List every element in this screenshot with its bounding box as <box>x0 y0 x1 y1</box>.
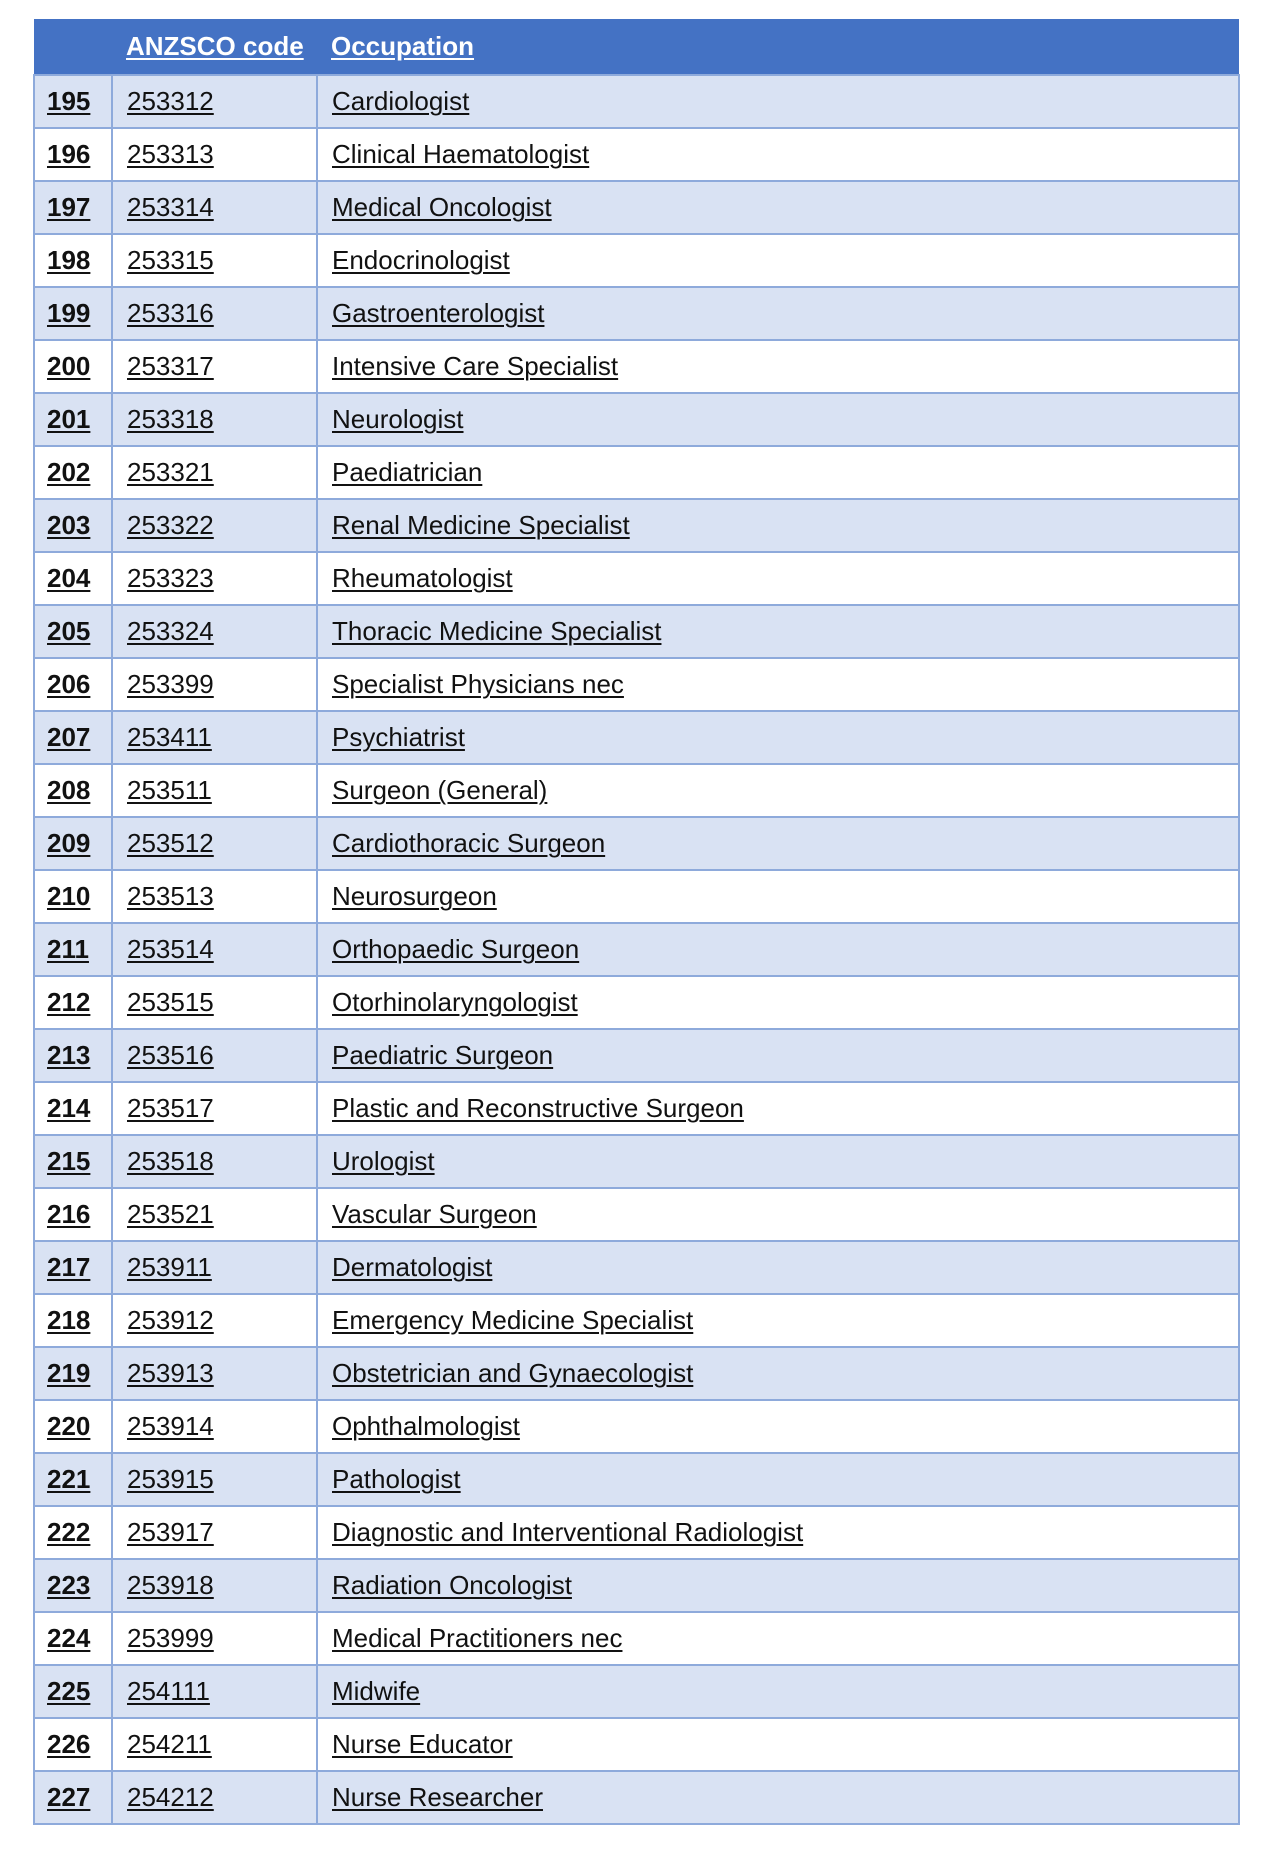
occupation-name-link[interactable]: Orthopaedic Surgeon <box>332 934 580 964</box>
row-number-cell <box>34 605 112 658</box>
anzsco-code-link[interactable]: 254211 <box>127 1729 212 1759</box>
anzsco-code-link[interactable]: 253514 <box>127 934 214 964</box>
occupation-name-cell <box>317 658 1239 711</box>
anzsco-code-link[interactable]: 253912 <box>127 1305 214 1335</box>
table-row <box>34 870 1239 923</box>
row-number-cell <box>34 1135 112 1188</box>
row-number-link[interactable]: 205 <box>47 616 91 646</box>
row-number-link[interactable]: 215 <box>47 1146 91 1176</box>
row-number-cell <box>34 658 112 711</box>
occupation-name-cell <box>317 1082 1239 1135</box>
occupation-name-cell <box>317 1559 1239 1612</box>
table-row <box>34 1082 1239 1135</box>
occupation-table <box>33 19 1240 1825</box>
anzsco-code-cell <box>112 711 317 764</box>
occupation-name-link[interactable]: Midwife <box>332 1676 421 1706</box>
anzsco-code-cell <box>112 499 317 552</box>
row-number-link[interactable]: 201 <box>47 404 91 434</box>
row-number-cell <box>34 923 112 976</box>
row-number-link[interactable]: 210 <box>47 881 91 911</box>
table-row <box>34 1135 1239 1188</box>
occupation-name-link[interactable]: Paediatric Surgeon <box>332 1040 554 1070</box>
anzsco-code-cell <box>112 605 317 658</box>
table-row <box>34 1029 1239 1082</box>
table-row <box>34 1718 1239 1771</box>
anzsco-code-link[interactable]: 253512 <box>127 828 214 858</box>
anzsco-code-link[interactable]: 253317 <box>127 351 214 381</box>
row-number-link[interactable]: 221 <box>47 1464 91 1494</box>
table-row <box>34 499 1239 552</box>
row-number-link[interactable]: 219 <box>47 1358 91 1388</box>
occupation-name-link[interactable]: Plastic and Reconstructive Surgeon <box>332 1093 744 1123</box>
anzsco-code-cell <box>112 393 317 446</box>
occupation-name-link[interactable]: Clinical Haematologist <box>332 139 590 169</box>
row-number-link[interactable]: 218 <box>47 1305 91 1335</box>
row-number-link[interactable]: 212 <box>47 987 91 1017</box>
table-row <box>34 1453 1239 1506</box>
row-number-link[interactable]: 223 <box>47 1570 91 1600</box>
row-number-link[interactable]: 195 <box>47 86 91 116</box>
anzsco-code-link[interactable]: 253515 <box>127 987 214 1017</box>
anzsco-code-cell <box>112 1029 317 1082</box>
row-number-link[interactable]: 198 <box>47 245 91 275</box>
occupation-name-link[interactable]: Urologist <box>332 1146 435 1176</box>
row-number-cell <box>34 552 112 605</box>
occupation-name-cell <box>317 1453 1239 1506</box>
occupation-name-cell <box>317 1347 1239 1400</box>
anzsco-code-link[interactable]: 253521 <box>127 1199 214 1229</box>
table-row <box>34 181 1239 234</box>
row-number-cell <box>34 1082 112 1135</box>
occupation-name-cell <box>317 1718 1239 1771</box>
anzsco-code-cell <box>112 1453 317 1506</box>
anzsco-code-link[interactable]: 253323 <box>127 563 214 593</box>
occupation-name-link[interactable]: Neurosurgeon <box>332 881 497 911</box>
occupation-name-link[interactable]: Diagnostic and Interventional Radiologist <box>332 1517 804 1547</box>
occupation-name-link[interactable]: Radiation Oncologist <box>332 1570 572 1600</box>
anzsco-code-link[interactable]: 253915 <box>127 1464 214 1494</box>
anzsco-code-link[interactable]: 253321 <box>127 457 214 487</box>
anzsco-code-cell <box>112 1082 317 1135</box>
occupation-name-link[interactable]: Medical Practitioners nec <box>332 1623 623 1653</box>
occupation-name-link[interactable]: Nurse Researcher <box>332 1782 543 1812</box>
row-number-link[interactable]: 220 <box>47 1411 91 1441</box>
occupation-name-link[interactable]: Gastroenterologist <box>332 298 545 328</box>
anzsco-code-link[interactable]: 253999 <box>127 1623 214 1653</box>
anzsco-code-cell <box>112 1241 317 1294</box>
anzsco-code-cell <box>112 817 317 870</box>
occupation-name-link[interactable]: Paediatrician <box>332 457 483 487</box>
occupation-name-link[interactable]: Renal Medicine Specialist <box>332 510 630 540</box>
anzsco-code-cell <box>112 1400 317 1453</box>
anzsco-code-cell <box>112 1188 317 1241</box>
anzsco-code-link[interactable]: 253511 <box>127 775 212 805</box>
row-number-cell <box>34 1771 112 1824</box>
header-occupation-label[interactable]: Occupation <box>331 31 475 61</box>
occupation-name-link[interactable]: Surgeon (General) <box>332 775 548 805</box>
occupation-name-cell <box>317 711 1239 764</box>
anzsco-code-link[interactable]: 253913 <box>127 1358 214 1388</box>
row-number-cell <box>34 75 112 128</box>
occupation-name-link[interactable]: Ophthalmologist <box>332 1411 520 1441</box>
occupation-name-cell <box>317 393 1239 446</box>
row-number-link[interactable]: 226 <box>47 1729 91 1759</box>
row-number-cell <box>34 1188 112 1241</box>
row-number-link[interactable]: 203 <box>47 510 91 540</box>
occupation-name-link[interactable]: Obstetrician and Gynaecologist <box>332 1358 694 1388</box>
row-number-link[interactable]: 199 <box>47 298 91 328</box>
anzsco-code-cell <box>112 1665 317 1718</box>
table-row <box>34 393 1239 446</box>
row-number-cell <box>34 976 112 1029</box>
occupation-name-link[interactable]: Intensive Care Specialist <box>332 351 619 381</box>
table-row <box>34 287 1239 340</box>
table-row <box>34 1771 1239 1824</box>
anzsco-code-link[interactable]: 253917 <box>127 1517 214 1547</box>
header-occupation[interactable] <box>317 19 1239 75</box>
header-number <box>34 19 112 75</box>
table-row <box>34 1294 1239 1347</box>
occupation-name-cell <box>317 1612 1239 1665</box>
row-number-cell <box>34 817 112 870</box>
table-row <box>34 605 1239 658</box>
anzsco-code-link[interactable]: 253324 <box>127 616 214 646</box>
occupation-name-cell <box>317 976 1239 1029</box>
occupation-name-link[interactable]: Thoracic Medicine Specialist <box>332 616 662 646</box>
occupation-name-cell <box>317 1771 1239 1824</box>
occupation-name-link[interactable]: Cardiothoracic Surgeon <box>332 828 606 858</box>
anzsco-code-link[interactable]: 253322 <box>127 510 214 540</box>
anzsco-code-cell <box>112 75 317 128</box>
occupation-name-cell <box>317 870 1239 923</box>
row-number-link[interactable]: 227 <box>47 1782 91 1812</box>
table-row <box>34 1559 1239 1612</box>
anzsco-code-cell <box>112 552 317 605</box>
occupation-name-cell <box>317 287 1239 340</box>
occupation-name-cell <box>317 1294 1239 1347</box>
table-row <box>34 340 1239 393</box>
anzsco-code-cell <box>112 128 317 181</box>
anzsco-code-cell <box>112 764 317 817</box>
table-row <box>34 1400 1239 1453</box>
occupation-name-link[interactable]: Endocrinologist <box>332 245 510 275</box>
anzsco-code-link[interactable]: 253314 <box>127 192 214 222</box>
row-number-cell <box>34 340 112 393</box>
occupation-name-cell <box>317 1665 1239 1718</box>
row-number-link[interactable]: 207 <box>47 722 91 752</box>
table-row <box>34 1188 1239 1241</box>
table-row <box>34 1347 1239 1400</box>
occupation-name-cell <box>317 605 1239 658</box>
row-number-link[interactable]: 202 <box>47 457 91 487</box>
anzsco-code-cell <box>112 446 317 499</box>
row-number-link[interactable]: 200 <box>47 351 91 381</box>
anzsco-code-link[interactable]: 253516 <box>127 1040 214 1070</box>
row-number-link[interactable]: 213 <box>47 1040 91 1070</box>
anzsco-code-cell <box>112 1559 317 1612</box>
table-row <box>34 711 1239 764</box>
anzsco-code-cell <box>112 658 317 711</box>
row-number-cell <box>34 234 112 287</box>
occupation-name-cell <box>317 340 1239 393</box>
table-row <box>34 1665 1239 1718</box>
row-number-link[interactable]: 224 <box>47 1623 91 1653</box>
anzsco-code-link[interactable]: 253411 <box>127 722 212 752</box>
row-number-cell <box>34 1612 112 1665</box>
anzsco-code-cell <box>112 923 317 976</box>
table-row <box>34 1506 1239 1559</box>
anzsco-code-cell <box>112 287 317 340</box>
table-row <box>34 446 1239 499</box>
occupation-name-cell <box>317 128 1239 181</box>
table-row <box>34 128 1239 181</box>
table-row <box>34 817 1239 870</box>
row-number-cell <box>34 1718 112 1771</box>
row-number-link[interactable]: 222 <box>47 1517 91 1547</box>
anzsco-code-link[interactable]: 253911 <box>127 1252 212 1282</box>
anzsco-code-cell <box>112 234 317 287</box>
occupation-name-link[interactable]: Dermatologist <box>332 1252 493 1282</box>
row-number-cell <box>34 1347 112 1400</box>
anzsco-code-cell <box>112 1612 317 1665</box>
occupation-name-cell <box>317 1400 1239 1453</box>
occupation-name-link[interactable]: Nurse Educator <box>332 1729 513 1759</box>
occupation-name-link[interactable]: Medical Oncologist <box>332 192 552 222</box>
anzsco-code-cell <box>112 1135 317 1188</box>
occupation-name-cell <box>317 764 1239 817</box>
header-anzsco-code[interactable] <box>112 19 317 75</box>
anzsco-code-cell <box>112 1506 317 1559</box>
header-anzsco-code-label[interactable]: ANZSCO code <box>126 31 304 61</box>
table-row <box>34 976 1239 1029</box>
row-number-cell <box>34 128 112 181</box>
row-number-link[interactable]: 197 <box>47 192 91 222</box>
row-number-cell <box>34 1400 112 1453</box>
occupation-name-link[interactable]: Pathologist <box>332 1464 461 1494</box>
table-header <box>34 19 1239 75</box>
row-number-link[interactable]: 206 <box>47 669 91 699</box>
row-number-cell <box>34 764 112 817</box>
anzsco-code-cell <box>112 181 317 234</box>
anzsco-code-cell <box>112 1294 317 1347</box>
row-number-cell <box>34 1453 112 1506</box>
occupation-name-cell <box>317 1188 1239 1241</box>
row-number-link[interactable]: 196 <box>47 139 91 169</box>
occupation-name-link[interactable]: Specialist Physicians nec <box>332 669 624 699</box>
row-number-link[interactable]: 211 <box>47 934 89 964</box>
occupation-name-cell <box>317 817 1239 870</box>
row-number-cell <box>34 499 112 552</box>
row-number-cell <box>34 181 112 234</box>
row-number-link[interactable]: 225 <box>47 1676 91 1706</box>
occupation-name-link[interactable]: Psychiatrist <box>332 722 465 752</box>
occupation-name-cell <box>317 181 1239 234</box>
occupation-name-cell <box>317 552 1239 605</box>
row-number-link[interactable]: 208 <box>47 775 91 805</box>
occupation-name-cell <box>317 499 1239 552</box>
anzsco-code-link[interactable]: 253918 <box>127 1570 214 1600</box>
row-number-cell <box>34 287 112 340</box>
row-number-link[interactable]: 204 <box>47 563 91 593</box>
table-row <box>34 75 1239 128</box>
anzsco-code-cell <box>112 1718 317 1771</box>
table-row <box>34 234 1239 287</box>
anzsco-code-link[interactable]: 253518 <box>127 1146 214 1176</box>
occupation-name-cell <box>317 923 1239 976</box>
table-row <box>34 1241 1239 1294</box>
row-number-cell <box>34 1559 112 1612</box>
anzsco-code-link[interactable]: 253399 <box>127 669 214 699</box>
row-number-link[interactable]: 209 <box>47 828 91 858</box>
anzsco-code-link[interactable]: 253513 <box>127 881 214 911</box>
row-number-link[interactable]: 214 <box>47 1093 91 1123</box>
occupation-name-link[interactable]: Emergency Medicine Specialist <box>332 1305 694 1335</box>
table-row <box>34 923 1239 976</box>
row-number-link[interactable]: 216 <box>47 1199 91 1229</box>
anzsco-code-cell <box>112 870 317 923</box>
anzsco-code-link[interactable]: 254212 <box>127 1782 214 1812</box>
table-row <box>34 658 1239 711</box>
table-row <box>34 552 1239 605</box>
anzsco-code-link[interactable]: 253318 <box>127 404 214 434</box>
anzsco-code-cell <box>112 1347 317 1400</box>
table-body <box>34 75 1239 1824</box>
row-number-cell <box>34 393 112 446</box>
occupation-name-cell <box>317 1029 1239 1082</box>
row-number-cell <box>34 1029 112 1082</box>
row-number-link[interactable]: 217 <box>47 1252 91 1282</box>
occupation-name-cell <box>317 1135 1239 1188</box>
occupation-name-link[interactable]: Rheumatologist <box>332 563 513 593</box>
occupation-name-cell <box>317 446 1239 499</box>
occupation-name-link[interactable]: Neurologist <box>332 404 464 434</box>
occupation-name-link[interactable]: Vascular Surgeon <box>332 1199 537 1229</box>
occupation-name-link[interactable]: Cardiologist <box>332 86 470 116</box>
row-number-cell <box>34 1665 112 1718</box>
anzsco-code-link[interactable]: 254111 <box>127 1676 210 1706</box>
table-row <box>34 764 1239 817</box>
anzsco-code-link[interactable]: 253312 <box>127 86 214 116</box>
row-number-cell <box>34 446 112 499</box>
anzsco-code-cell <box>112 976 317 1029</box>
anzsco-code-link[interactable]: 253517 <box>127 1093 214 1123</box>
row-number-cell <box>34 870 112 923</box>
row-number-cell <box>34 1294 112 1347</box>
row-number-cell <box>34 1506 112 1559</box>
header-row <box>34 19 1239 75</box>
row-number-cell <box>34 711 112 764</box>
table-row <box>34 1612 1239 1665</box>
occupation-name-cell <box>317 1241 1239 1294</box>
anzsco-code-cell <box>112 340 317 393</box>
anzsco-code-link[interactable]: 253316 <box>127 298 214 328</box>
occupation-name-cell <box>317 75 1239 128</box>
anzsco-code-link[interactable]: 253313 <box>127 139 214 169</box>
row-number-cell <box>34 1241 112 1294</box>
occupation-name-cell <box>317 1506 1239 1559</box>
anzsco-code-link[interactable]: 253914 <box>127 1411 214 1441</box>
occupation-name-cell <box>317 234 1239 287</box>
anzsco-code-cell <box>112 1771 317 1824</box>
occupation-name-link[interactable]: Otorhinolaryngologist <box>332 987 578 1017</box>
anzsco-code-link[interactable]: 253315 <box>127 245 214 275</box>
